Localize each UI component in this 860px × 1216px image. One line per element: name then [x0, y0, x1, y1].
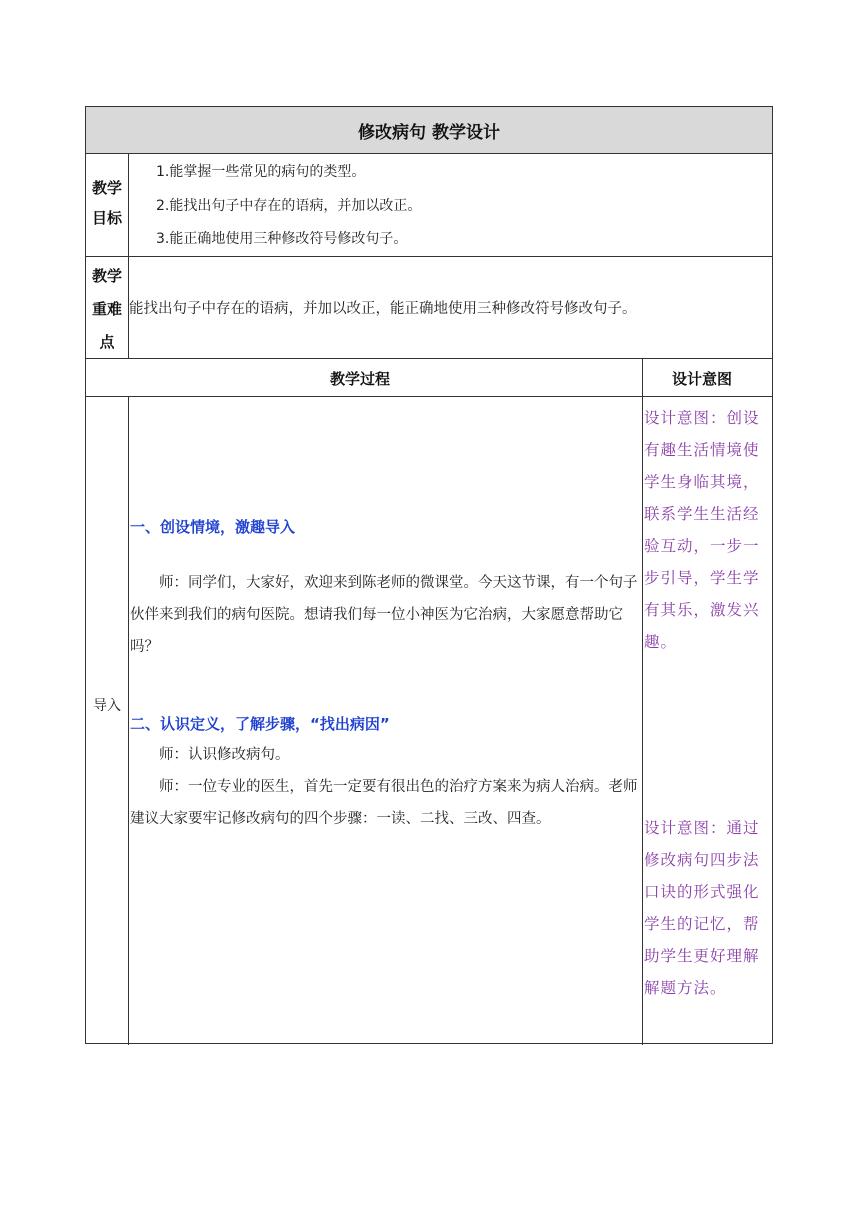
key-points-label-line3: 点	[99, 333, 115, 351]
objectives-label-line1: 教学	[91, 179, 122, 197]
objective-text: 能找出句子中存在的语病，并加以改正。	[169, 198, 422, 214]
title-row	[86, 107, 772, 153]
section-paragraph: 师：认识修改病句。	[159, 747, 290, 763]
objective-number: 1.	[156, 164, 170, 180]
key-points-label	[86, 260, 128, 359]
design-intent-1: 设计意图：创设有趣生活情境使学生身临其境，联系学生生活经验互动，一步一步引导，学生学有其乐，激发兴趣。	[644, 409, 760, 651]
intent-header: 设计意图	[672, 370, 733, 388]
section-heading-2: 二、认识定义，了解步骤，“找出病因”	[130, 715, 390, 733]
divider	[86, 153, 772, 154]
divider	[86, 396, 772, 397]
divider	[86, 256, 772, 257]
section-paragraph: 师：同学们，大家好，欢迎来到陈老师的微课堂。今天这节课，有一个句子伙伴来到我们的病句医院。想请我们每一位小神医为它治病，大家愿意帮助它吗？	[130, 575, 638, 655]
divider	[86, 358, 772, 359]
divider	[128, 396, 129, 1045]
objective-item-3	[156, 223, 407, 255]
page-title: 修改病句 教学设计	[358, 123, 500, 143]
section-paragraph: 师：一位专业的医生，首先一定要有很出色的治疗方案来为病人治病。老师建议大家要牢记修改病句的四个步骤：一读、二找、三改、四查。	[130, 779, 638, 827]
process-header: 教学过程	[330, 370, 391, 388]
section-heading-1: 一、创设情境，激趣导入	[130, 518, 296, 536]
objective-number: 3.	[156, 231, 170, 247]
objective-number: 2.	[156, 198, 170, 214]
objective-text: 能正确地使用三种修改符号修改句子。	[169, 231, 408, 247]
key-points-label-line2: 重难	[91, 300, 122, 318]
objectives-label	[86, 173, 128, 233]
section-label: 导入	[93, 698, 121, 714]
design-intent-2: 设计意图：通过修改病句四步法口诀的形式强化学生的记忆，帮助学生更好理解解题方法。	[644, 819, 760, 997]
key-points-label-line1: 教学	[91, 267, 122, 285]
divider	[128, 153, 129, 256]
key-points-text: 能找出句子中存在的语病，并加以改正，能正确地使用三种修改符号修改句子。	[129, 301, 637, 317]
objective-item-2	[156, 190, 421, 222]
objective-text: 能掌握一些常见的病句的类型。	[169, 164, 366, 180]
objective-item-1	[156, 156, 365, 188]
divider	[642, 358, 643, 1045]
lesson-plan-table	[85, 106, 773, 1044]
objectives-label-line2: 目标	[91, 209, 122, 227]
